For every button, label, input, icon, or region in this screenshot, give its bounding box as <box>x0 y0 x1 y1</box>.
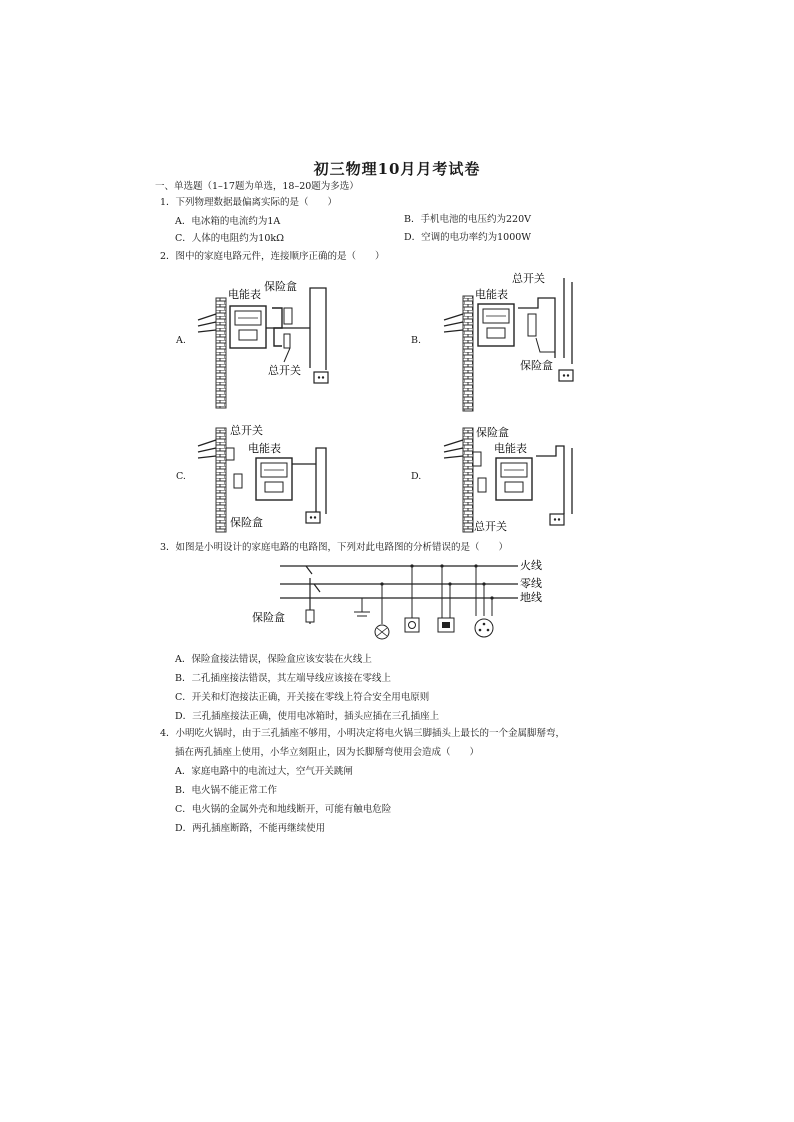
q4-stem-line2: 插在两孔插座上使用，小华立刻阻止，因为长脚掰弯使用会造成（ ） <box>175 747 480 758</box>
q3-option-b: B．二孔插座接法错误，其左端导线应该接在零线上 <box>175 673 391 684</box>
q2-option-c: C. <box>176 471 186 482</box>
label-switch-a: 总开关 <box>268 364 301 377</box>
diagram-c <box>198 424 326 532</box>
page-title: 初三物理10月月考试卷 <box>313 160 481 178</box>
label-fuse-b: 保险盒 <box>520 359 553 372</box>
diagram-d <box>444 425 572 533</box>
q1-option-a: A．电冰箱的电流约为1A <box>175 216 281 227</box>
q1-stem: 1．下列物理数据最偏离实际的是（ ） <box>160 197 338 208</box>
q4-option-d: D．两孔插座断路，不能再继续使用 <box>175 823 326 834</box>
q4-stem-line1: 4．小明吃火锅时，由于三孔插座不够用，小明决定将电火锅三脚插头上最长的一个金属脚掰弯， <box>160 728 566 739</box>
label-meter-b: 电能表 <box>475 288 508 301</box>
diagram-b <box>444 272 573 411</box>
label-fuse-a: 保险盒 <box>264 280 297 293</box>
label-fuse-c: 保险盒 <box>230 516 263 529</box>
label-switch-b: 总开关 <box>512 272 545 285</box>
q2-option-d: D. <box>411 471 422 482</box>
q3-option-a: A．保险盒接法错误，保险盒应该安装在火线上 <box>175 654 372 665</box>
q2-option-a: A. <box>176 335 186 346</box>
q3-option-c: C．开关和灯泡接法正确，开关接在零线上符合安全用电原则 <box>175 692 430 703</box>
label-ground-wire: 地线 <box>520 591 542 604</box>
q2-stem: 2．图中的家庭电路元件，连接顺序正确的是（ ） <box>160 251 385 262</box>
q1-option-c: C．人体的电阻约为10kΩ <box>175 233 284 244</box>
q3-stem: 3．如图是小明设计的家庭电路的电路图，下列对此电路图的分析错误的是（ ） <box>160 542 509 553</box>
label-meter-a: 电能表 <box>228 288 261 301</box>
q2-diagrams <box>160 268 630 538</box>
label-switch-d: 总开关 <box>474 520 507 533</box>
q2-option-b: B. <box>411 335 422 346</box>
q3-option-d: D．三孔插座接法正确，使用电冰箱时，插头应插在三孔插座上 <box>175 711 440 722</box>
label-meter-d: 电能表 <box>494 442 527 455</box>
q1-option-b: B．手机电池的电压约为220V <box>404 214 531 225</box>
q3-circuit-diagram <box>250 558 550 648</box>
label-switch-c: 总开关 <box>230 424 263 437</box>
label-live-wire: 火线 <box>520 559 542 572</box>
label-meter-c: 电能表 <box>248 442 281 455</box>
label-fuse-d: 保险盒 <box>476 426 509 439</box>
q4-option-a: A．家庭电路中的电流过大，空气开关跳闸 <box>175 766 353 777</box>
q4-option-b: B．电火锅不能正常工作 <box>175 785 277 796</box>
q4-option-c: C．电火锅的金属外壳和地线断开，可能有触电危险 <box>175 804 392 815</box>
q1-option-d: D．空调的电功率约为1000W <box>404 232 532 243</box>
label-neutral-wire: 零线 <box>520 577 542 590</box>
label-fuse: 保险盒 <box>252 611 285 624</box>
section-heading: 一、单选题（1–17题为单选，18–20题为多选） <box>155 181 359 192</box>
diagram-a <box>198 279 328 408</box>
